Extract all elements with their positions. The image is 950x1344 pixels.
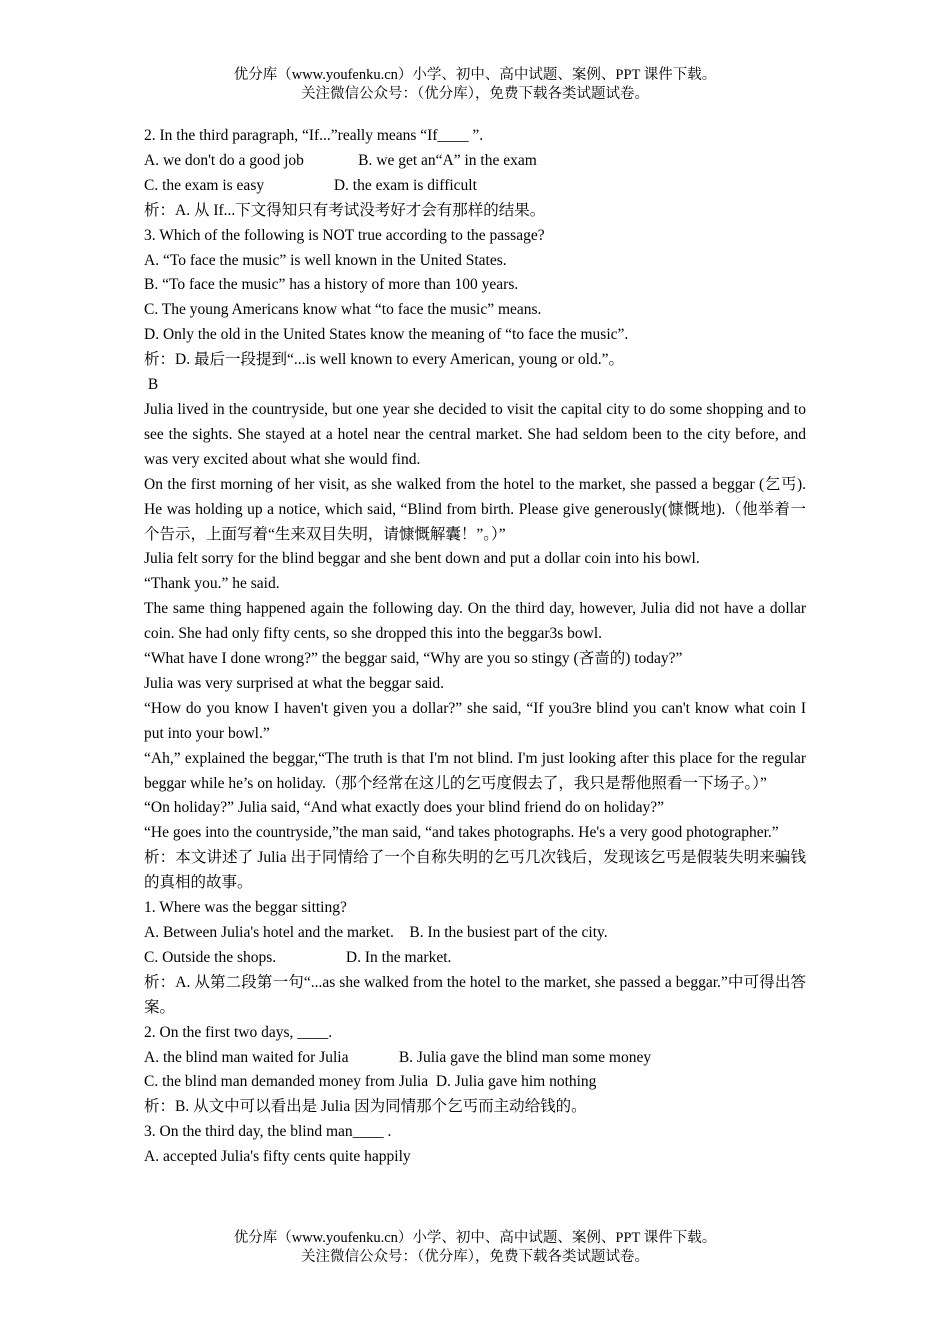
text-line: C. Outside the shops. D. In the market. (144, 948, 452, 966)
text-line: 析：A. 从 If...下文得知只有考试没考好才会有那样的结果。 (144, 201, 546, 219)
text-line: A. accepted Julia's fifty cents quite happily (144, 1148, 411, 1166)
page-footer (0, 1229, 950, 1267)
text-line: “He goes into the countryside,”the man said, “and takes photographs. He's a very good photographer.” (144, 824, 779, 842)
text-line: A. Between Julia's hotel and the market. B. In the busiest part of the city. (144, 924, 608, 941)
text-line: “Thank you.” he said. (144, 575, 280, 593)
text-line: “On holiday?” Julia said, “And what exactly does your blind friend do on holiday?” (144, 799, 664, 817)
header-line-1: 优分库（www.youfenku.cn）小学、初中、高中试题、案例、PPT 课件下载。 (233, 67, 717, 83)
text-line: 析：A. 从第二段第一句“...as she walked from the hotel to the market, she passed a beggar.”中可得出答案。 (144, 973, 806, 1016)
text-line: A. “To face the music” is well known in the United States. (144, 251, 507, 269)
text-line: Julia was very surprised at what the beggar said. (144, 674, 445, 692)
footer-line-1: 优分库（www.youfenku.cn）小学、初中、高中试题、案例、PPT 课件下载。 (233, 1230, 717, 1246)
text-line: “Ah,” explained the beggar,“The truth is that I'm not blind. I'm just looking after this place for the regular beggar while he’s on holiday.（那个经常在这儿的乞丐度假去了，我只是帮他照看一下场子。）” (144, 749, 806, 792)
text-line: “What have I done wrong?” the beggar said, “Why are you so stingy (吝啬的) today?” (144, 650, 683, 668)
text-line: “How do you know I haven't given you a dollar?” she said, “If you3re blind you can't know what coin I put into your bowl.” (144, 699, 806, 742)
text-line: 3. On the third day, the blind man____ . (144, 1123, 392, 1141)
text-line: The same thing happened again the following day. On the third day, however, Julia did not have a dollar coin. She had only fifty cents, so she dropped this into the beggar3s bowl. (144, 600, 806, 643)
text-line: B (144, 376, 159, 394)
text-line: C. the blind man demanded money from Julia D. Julia gave him nothing (144, 1073, 597, 1091)
text-line: On the first morning of her visit, as she walked from the hotel to the market, she passed a beggar (乞丐). He was holding up a notice, which said, “Blind from birth. Please give generously(慷慨地).（他举着一个告示，上面写着“生来双目失明，请慷慨解囊！”。）” (144, 475, 806, 543)
text-line: D. Only the old in the United States know the meaning of “to face the music”. (144, 326, 629, 344)
text-line: B. “To face the music” has a history of more than 100 years. (144, 276, 519, 294)
page-header (0, 66, 950, 104)
text-line: 析：B. 从文中可以看出是 Julia 因为同情那个乞丐而主动给钱的。 (144, 1098, 587, 1116)
text-line: A. the blind man waited for Julia B. Julia gave the blind man some money (144, 1048, 652, 1066)
text-line: C. the exam is easy D. the exam is difficult (144, 176, 477, 194)
text-line: A. we don't do a good job B. we get an“A” in the exam (144, 151, 537, 169)
text-line: 1. Where was the beggar sitting? (144, 899, 347, 917)
text-line: 2. On the first two days, ____. (144, 1023, 333, 1041)
text-line: 3. Which of the following is NOT true according to the passage? (144, 226, 545, 244)
text-line: 2. In the third paragraph, “If...”really means “If____ ”. (144, 127, 484, 144)
text-line: 析：D. 最后一段提到“...is well known to every American, young or old.”。 (144, 351, 624, 369)
header-line-2: 关注微信公众号：（优分库），免费下载各类试题试卷。 (301, 86, 649, 102)
text-line: Julia lived in the countryside, but one year she decided to visit the capital city to do some shopping and to see the sights. She stayed at a hotel near the central market. She had seldom been to the city before, and was very excited about what she would find. (144, 400, 806, 468)
footer-line-2: 关注微信公众号：（优分库），免费下载各类试题试卷。 (301, 1249, 649, 1265)
text-line: Julia felt sorry for the blind beggar and she bent down and put a dollar coin into his bowl. (144, 550, 700, 568)
text-line: 析：本文讲述了 Julia 出于同情给了一个自称失明的乞丐几次钱后，发现该乞丐是假装失明来骗钱的真相的故事。 (144, 849, 806, 892)
text-line: C. The young Americans know what “to face the music” means. (144, 301, 542, 319)
document-body (144, 124, 806, 1170)
